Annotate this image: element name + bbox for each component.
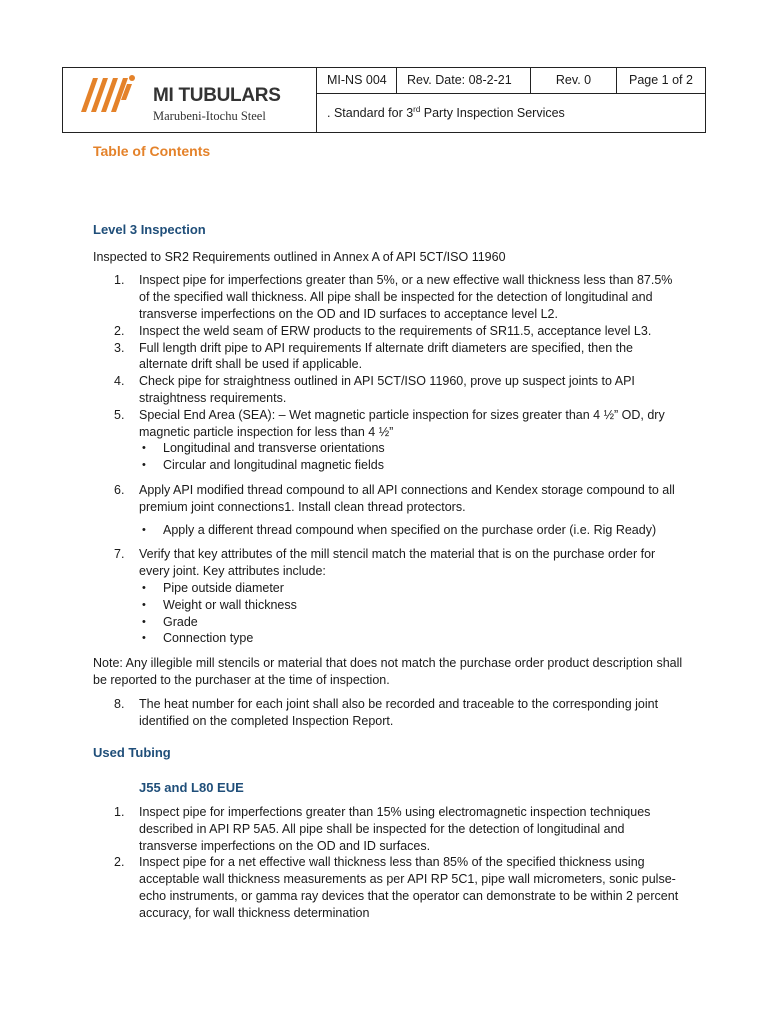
list-number: 5. bbox=[114, 407, 125, 422]
bullet-item bbox=[139, 440, 683, 457]
bullet-text: Connection type bbox=[163, 631, 254, 646]
list-item bbox=[93, 340, 683, 374]
level3-heading: Level 3 Inspection bbox=[93, 221, 206, 237]
list-text: Inspect pipe for a net effective wall thickness less than 85% of the specified thickness using acceptable wall thickness measurements as per API RP 5C1, pipe wall micrometers, sonic pulse-echo instruments, or gamma ray devices that the operator can demonstrate to be within 2 percent accuracy, for wall thickness determination bbox=[139, 855, 679, 920]
title-sup: rd bbox=[413, 104, 421, 114]
list-text: Inspect the weld seam of ERW products to the requirements of SR11.5, acceptance level L3. bbox=[139, 323, 652, 338]
used-tubing-list bbox=[93, 804, 683, 922]
bullet-icon: • bbox=[142, 615, 146, 628]
bullet-text: Pipe outside diameter bbox=[163, 580, 284, 595]
list-item bbox=[93, 323, 683, 340]
list-number: 4. bbox=[114, 374, 125, 389]
bullet-item bbox=[139, 630, 683, 647]
list-item bbox=[93, 407, 683, 474]
used-tubing-heading: Used Tubing bbox=[93, 745, 171, 761]
bullet-icon: • bbox=[142, 598, 146, 611]
doc-number: MI-NS 004 bbox=[317, 68, 397, 94]
list-text: Check pipe for straightness outlined in API 5CT/ISO 11960, prove up suspect joints to API straightness requirements. bbox=[139, 374, 635, 405]
document-header-table bbox=[62, 67, 706, 133]
list-item bbox=[93, 546, 683, 647]
logo-cell bbox=[63, 68, 317, 132]
bullet-item bbox=[139, 614, 683, 631]
bullet-list bbox=[139, 580, 683, 647]
list-text: Apply API modified thread compound to all API connections and Kendex storage compound to all premium joint connections1. Install clean thread protectors. bbox=[139, 482, 675, 514]
document-body bbox=[93, 140, 683, 921]
list-number: 3. bbox=[114, 340, 125, 355]
list-text: The heat number for each joint shall also be recorded and traceable to the corresponding joint identified on the completed Inspection Report. bbox=[139, 696, 659, 728]
mi-tubulars-logo-icon bbox=[79, 72, 137, 116]
list-number: 2. bbox=[114, 323, 125, 338]
bullet-icon: • bbox=[142, 442, 146, 455]
list-number: 2. bbox=[114, 855, 125, 870]
bullet-icon: • bbox=[142, 459, 146, 472]
revision-date: Rev. Date: 08-2-21 bbox=[397, 68, 531, 94]
bullet-list bbox=[139, 522, 683, 539]
list-item bbox=[93, 373, 683, 407]
bullet-item bbox=[139, 597, 683, 614]
list-item bbox=[93, 272, 683, 322]
list-item bbox=[93, 482, 683, 538]
list-number: 1. bbox=[114, 804, 125, 819]
bullet-text: Circular and longitudinal magnetic fields bbox=[163, 458, 384, 473]
bullet-icon: • bbox=[142, 581, 146, 594]
list-number: 1. bbox=[114, 273, 125, 288]
bullet-item bbox=[139, 580, 683, 597]
page-indicator: Page 1 of 2 bbox=[617, 68, 705, 94]
bullet-text: Apply a different thread compound when specified on the purchase order (i.e. Rig Ready) bbox=[163, 522, 657, 537]
bullet-text: Longitudinal and transverse orientations bbox=[163, 441, 385, 456]
bullet-text: Weight or wall thickness bbox=[163, 597, 297, 612]
list-text: Inspect pipe for imperfections greater than 5%, or a new effective wall thickness less than 87.5% of the specified wall thickness. All pipe shall be inspected for the detection of longitudinal and transverse imperfections on the OD and ID surfaces to acceptance level L2. bbox=[139, 273, 673, 321]
list-number: 7. bbox=[114, 547, 125, 562]
bullet-icon: • bbox=[142, 632, 146, 645]
bullet-text: Grade bbox=[163, 614, 198, 629]
note-paragraph: Note: Any illegible mill stencils or material that does not match the purchase order product description shall be reported to the purchaser at the time of inspection. bbox=[93, 656, 683, 687]
revision-number: Rev. 0 bbox=[531, 68, 617, 94]
title-pre: . Standard for 3 bbox=[327, 106, 414, 120]
logo-company-subtitle: Marubeni-Itochu Steel bbox=[153, 109, 266, 123]
level3-intro: Inspected to SR2 Requirements outlined in Annex A of API 5CT/ISO 11960 bbox=[93, 249, 506, 264]
table-of-contents-heading[interactable]: Table of Contents bbox=[93, 143, 211, 159]
document-title bbox=[317, 94, 705, 132]
list-text: Special End Area (SEA): – Wet magnetic particle inspection for sizes greater than 4 ½” OD, dry magnetic particle inspection for less than 4 ½” bbox=[139, 407, 665, 439]
list-text: Full length drift pipe to API requirements If alternate drift diameters are specified, then the alternate drift shall be used if applicable. bbox=[139, 340, 634, 372]
list-number: 8. bbox=[114, 696, 125, 711]
list-number: 6. bbox=[114, 482, 125, 497]
list-text: Verify that key attributes of the mill stencil match the material that is on the purchase order for every joint. Key attributes include: bbox=[139, 547, 656, 579]
list-text: Inspect pipe for imperfections greater than 15% using electromagnetic inspection techniques described in API RP 5A5. All pipe shall be inspected for the detection of longitudinal and transverse imperfections on the OD and ID surfaces. bbox=[139, 804, 651, 853]
level3-list-continued bbox=[93, 696, 683, 730]
logo-company-name: MI TUBULARS bbox=[153, 85, 281, 106]
bullet-list bbox=[139, 440, 683, 474]
bullet-icon: • bbox=[142, 523, 146, 536]
level3-list bbox=[93, 272, 683, 647]
title-post: Party Inspection Services bbox=[420, 106, 565, 120]
j55-l80-subheading: J55 and L80 EUE bbox=[139, 780, 244, 796]
list-item bbox=[93, 854, 683, 921]
list-item bbox=[93, 804, 683, 854]
list-item bbox=[93, 696, 683, 730]
bullet-item bbox=[139, 522, 683, 539]
bullet-item bbox=[139, 457, 683, 474]
